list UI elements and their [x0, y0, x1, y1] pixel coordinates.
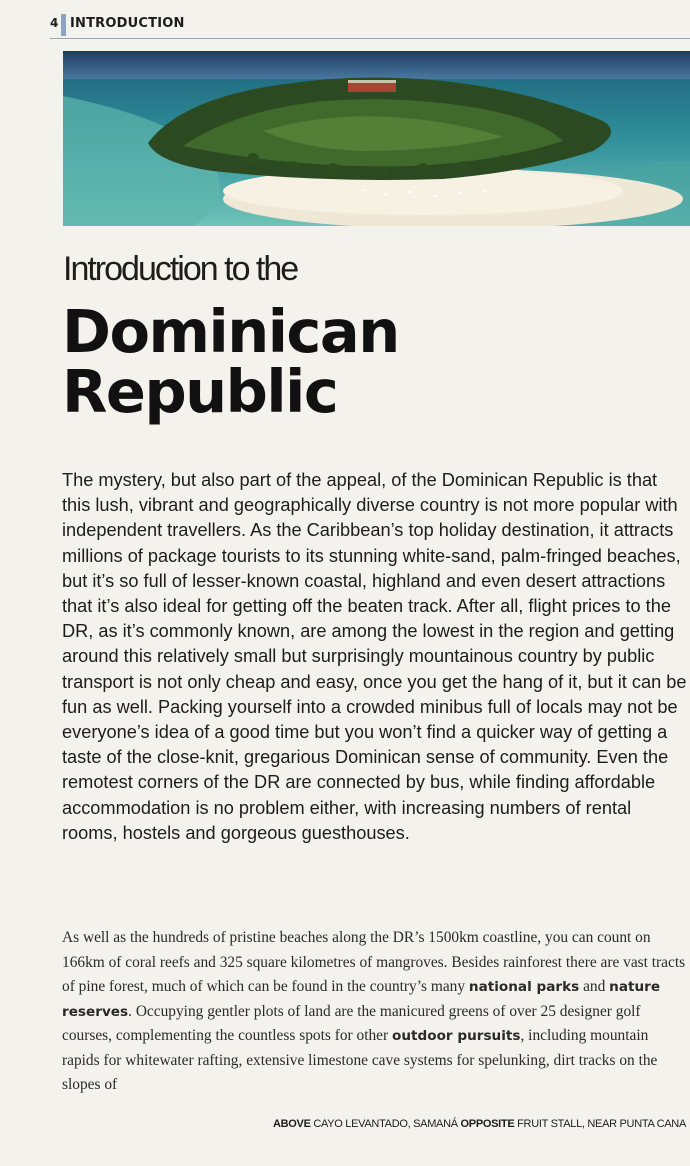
title-line-dominican: Dominican [62, 297, 399, 366]
bold-term-outdoor-pursuits: outdoor pursuits [391, 1028, 521, 1044]
header-tab-marker [61, 14, 66, 36]
body-text: . Occupying gentler plots of land are the manicured greens of over 25 designer golf courses, complementing the countless spots for other [62, 1002, 641, 1044]
bold-term-nature-reserves: nature reserves [62, 979, 661, 1020]
section-title: INTRODUCTION [70, 16, 185, 31]
island-illustration [63, 51, 690, 226]
running-header [50, 14, 690, 39]
body-paragraph [62, 926, 688, 1098]
body-text: , including mountain rapids for whitewater rafting, extensive limestone cave systems for spelunking, dirt tracks on the slopes of [62, 1027, 658, 1093]
lead-paragraph: The mystery, but also part of the appeal, of the Dominican Republic is that this lush, vibrant and geographically diverse country is not more popular with independent travellers. As the Caribbean’s top holiday destination, it attracts millions of package tourists to its stunning white-sand, palm-fringed beaches, but it’s so full of lesser-known coastal, highland and even desert attractions that it’s also ideal for getting off the beaten track. After all, flight prices to the DR, as it’s commonly known, are among the lowest in the region and getting around this relatively small but surprisingly mountainous country by public transport is not only cheap and easy, once you get the hang of it, but it can be fun as well. Packing yourself into a crowded minibus full of locals may not be everyone’s idea of a good time but you won’t find a quicker way of getting a taste of the close-knit, gregarious Dominican sense of community. Even the remotest corners of the DR are connected by bus, while finding affordable accommodation is no problem either, with increasing numbers of rental rooms, hostels and gorgeous guesthouses. [62, 470, 687, 843]
caption-label-above: ABOVE [273, 1118, 311, 1130]
bold-term-national-parks: national parks [468, 979, 580, 995]
body-text: and [579, 978, 610, 995]
photo-caption [273, 1118, 686, 1130]
title-line-republic: Republic [62, 357, 338, 426]
caption-text-above: CAYO LEVANTADO, SAMANÁ [310, 1118, 461, 1130]
caption-text-opposite: FRUIT STALL, NEAR PUNTA CANA [514, 1118, 686, 1130]
body-text: As well as the hundreds of pristine beaches along the DR’s 1500km coastline, you can count on 166km of coral reefs and 325 square kilometres of mangroves. Besides rainforest there are vast tracts of pine forest, much of which can be found in the country’s many [62, 929, 686, 995]
title-intro-line: Introduction to the [63, 250, 298, 288]
island-photo [63, 51, 690, 226]
page-title [62, 297, 622, 426]
page-number: 4 [50, 16, 59, 30]
caption-label-opposite: OPPOSITE [460, 1118, 515, 1130]
